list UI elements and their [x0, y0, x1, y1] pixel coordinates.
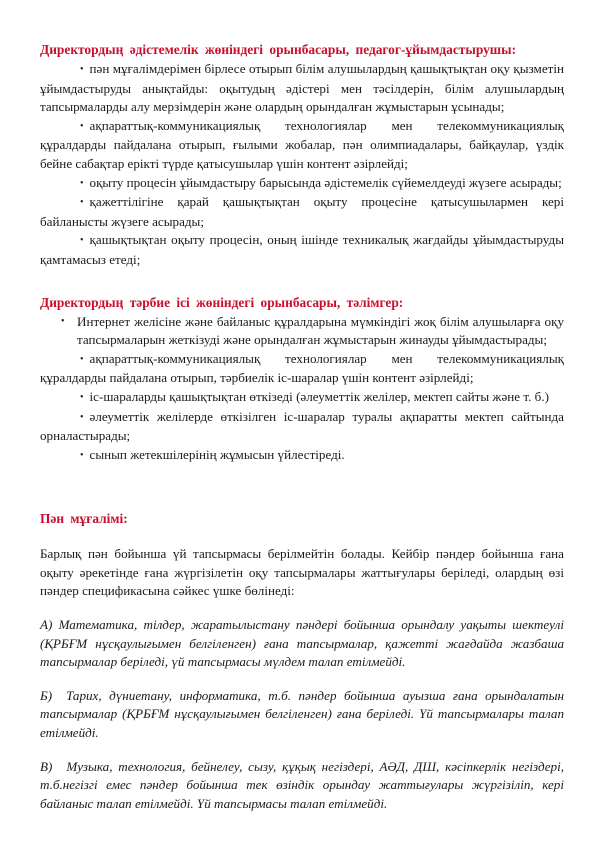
bullet-item: • пән мұғалімдерімен бірлесе отырып білім алушылардың қашықтықтан оқу қызметін ұйымдастыруды анықтайды: оқытудың әдістері мен тәсілдерін, білім алушылардың тапсырмаларды алу мерзімдерін және олардың орындалған жұмыстарын ұсынады; [40, 61, 564, 115]
section-upbringing-deputy [40, 294, 564, 466]
intro-paragraph: Барлық пән бойынша үй тапсырмасы берілмейтін болады. Кейбір пәндер бойынша ғана оқыту әрекетінде ғана жүргізілетін оқу тапсырмалары жаттығулары беріледі, олардың өзі пәндер спецификасына сәйкес үшке бөлінеді: [40, 546, 564, 599]
bullet-icon: • [80, 120, 84, 132]
subject-group-v [40, 758, 564, 814]
bullet-icon: • [61, 315, 65, 327]
bullet-icon: • [80, 411, 84, 423]
bullet-icon: • [80, 235, 84, 247]
section-heading: Директордың әдістемелік жөніндегі орынбасары, педагог-ұйымдастырушы: [40, 42, 517, 57]
bullet-item: • ақпараттық-коммуникациялық технологиялар мен телекоммуникациялық құралдарды пайдалана отырып, ғылыми жобалар, пән олимпиадалары, байқаулар, үздік бейне сабақтар ерікті түрде қатысушылар үшін контент әзірлейді; [40, 117, 564, 171]
bullet-icon: • [80, 449, 84, 461]
bullet-icon: • [80, 64, 84, 75]
bullet-item: • оқыту процесін ұйымдастыру барысында әдістемелік сүйемелдеуді жүзеге асырады; [80, 174, 562, 190]
subject-group-b [40, 687, 564, 743]
bullet-item: • Интернет желісіне және байланыс құралдарына мүмкіндігі жоқ білім алушыларға оқу тапсырмаларын жеткізуді және орындалған жұмыстарын жинауды ұйымдастырады; [61, 313, 564, 348]
bullet-item: • сынып жетекшілерінің жұмысын үйлестіреді. [80, 446, 345, 462]
section-heading: Пән мұғалімі: [40, 511, 128, 527]
bullet-item: • іс-шараларды қашықтықтан өткізеді (әлеуметтік желілер, мектеп сайты және т. б.) [80, 388, 549, 404]
bullet-item: • ақпараттық-коммуникациялық технологиялар мен телекоммуникациялық құралдарды пайдалана отырып, тәрбиелік іс-шаралар үшін контент әзірлейді; [40, 350, 564, 386]
bullet-icon: • [80, 177, 84, 189]
section-subject-teacher [40, 510, 564, 813]
section-heading: Директордың тәрбие ісі жөніндегі орынбасары, тәлімгер: [40, 294, 404, 310]
section-methodical-deputy [40, 41, 564, 270]
bullet-item: • қажеттілігіне қарай қашықтықтан оқыту процесіне қатысушылармен кері байланысты жүзеге асырады; [40, 194, 564, 229]
group-label: А) [40, 617, 53, 633]
bullet-icon: • [80, 353, 84, 365]
bullet-item: • қашықтықтан оқыту процесін, оның ішінде техникалық жағдайды ұйымдастыруды қамтамасыз етеді; [40, 232, 564, 267]
group-text: Математика, тілдер, жаратылыстану пәндері бойынша орындалу уақыты шектеулі (ҚРБҒМ нұсқаулығымен белгіленген) ғана тапсырмалар, қажетті жағдайда жазбаша тапсырмалар беріледі, үй тапсырмасы мүлдем талап етілмейді. [40, 617, 564, 670]
group-text: Тарих, дүниетану, информатика, т.б. пәндер бойынша ауызша ғана орындалатын тапсырмалар (ҚРБҒМ нұсқаулығымен белгіленген) ғана беріледі. Үй тапсырмалары талап етілмейді. [40, 687, 564, 741]
group-text: Музыка, технология, бейнелеу, сызу, құқық негіздері, АӘД, ДШ, кәсіпкерлік негіздері, т.б.негізгі емес пәндер бойынша тек өзіндік орындау жаттығулары жүргізіліп, кері байланыс талап етілмейді. Үй тапсырмасы талап етілмейді. [40, 758, 564, 811]
bullet-icon: • [80, 197, 84, 209]
group-label: Б) [40, 687, 53, 703]
subject-group-a [40, 616, 564, 672]
group-label: В) [40, 758, 53, 774]
bullet-item: • әлеуметтік желілерде өткізілген іс-шаралар туралы ақпаратты мектеп сайтында орналастырады; [40, 408, 564, 444]
bullet-icon: • [80, 391, 84, 403]
